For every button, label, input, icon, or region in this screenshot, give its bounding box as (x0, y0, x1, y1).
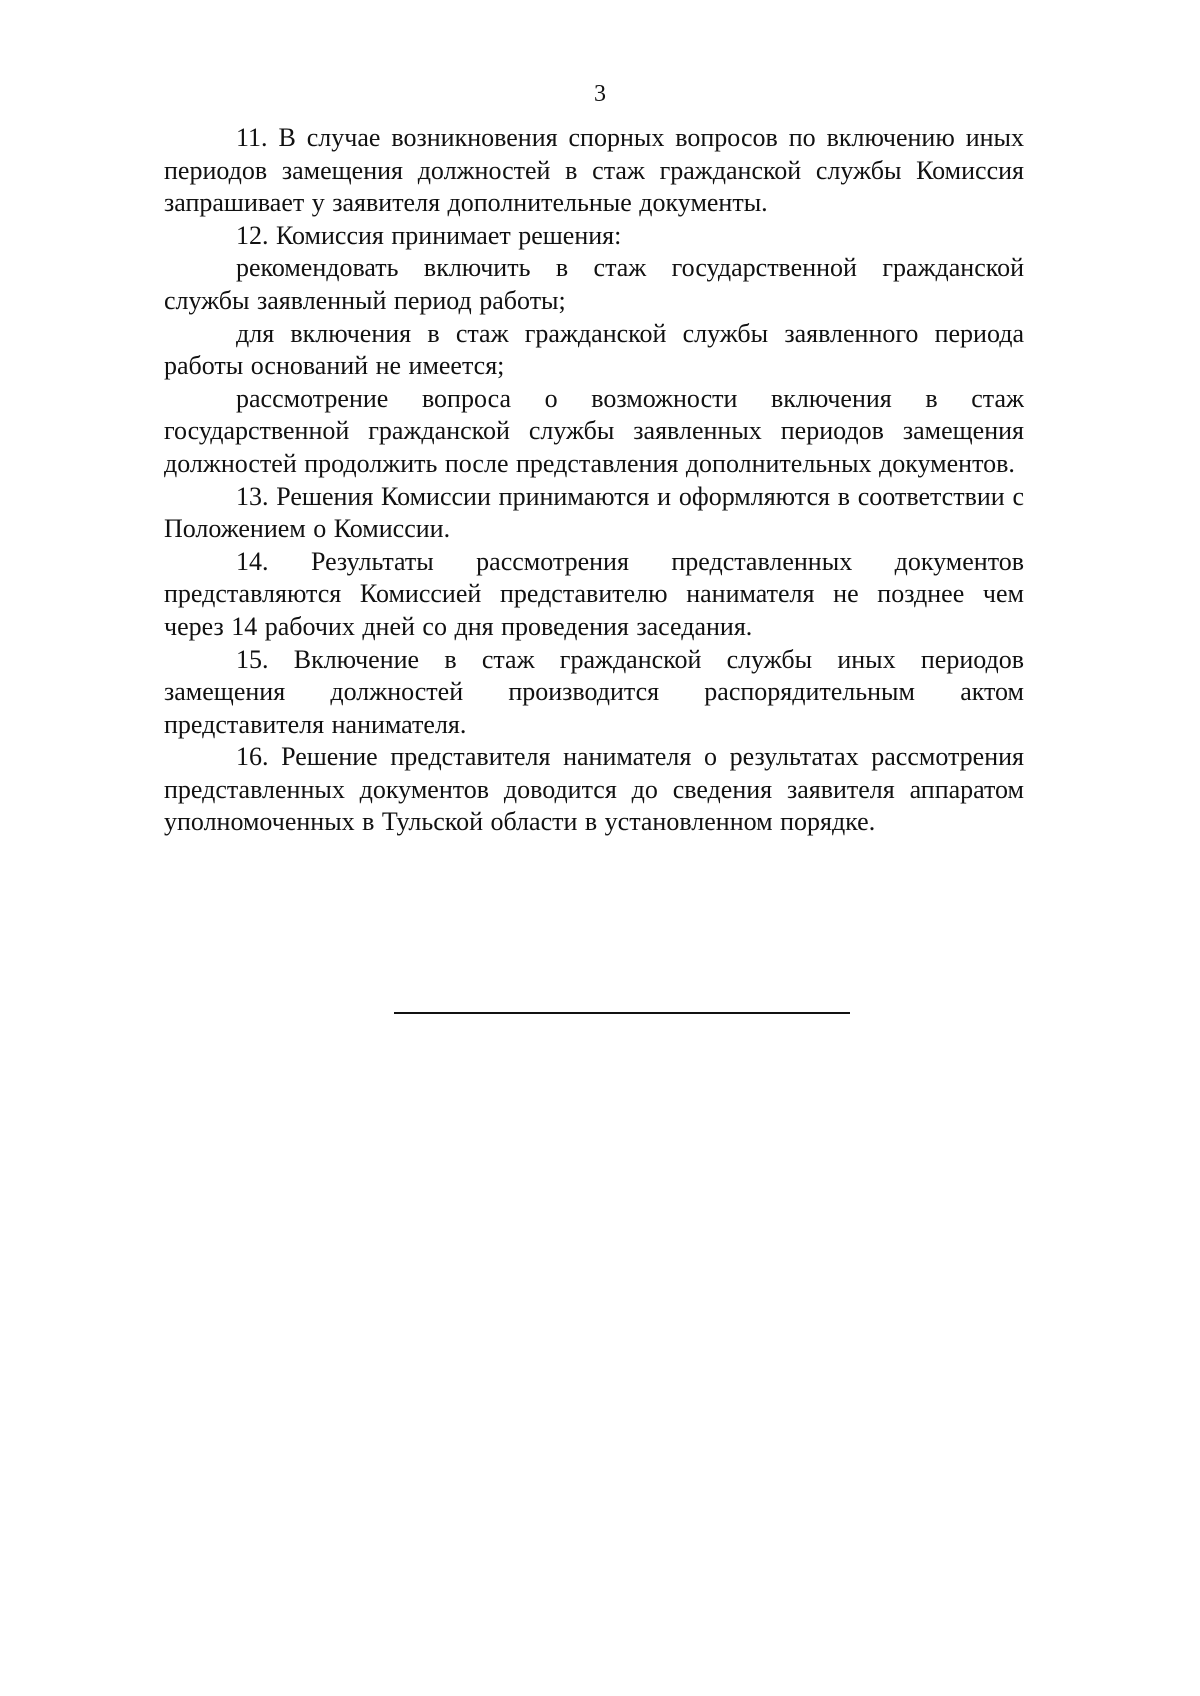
document-body (164, 122, 1024, 839)
page-number: 3 (594, 81, 606, 107)
paragraph-12-option-3: рассмотрение вопроса о возможности включения в стаж государственной гражданской службы заявленных периодов замещения должностей продолжить после представления дополнительных документов. (164, 383, 1024, 478)
paragraph-16: 16. Решение представителя нанимателя о результатах рассмотрения представленных документов доводится до сведения заявителя аппаратом уполномоченных в Тульской области в установленном порядке. (164, 742, 1024, 837)
paragraph-13: 13. Решения Комиссии принимаются и оформляются в соответствии с Положением о Комиссии. (164, 481, 1024, 544)
paragraph-11: 11. В случае возникновения спорных вопросов по включению иных периодов замещения должностей в стаж гражданской службы Комиссия запрашивает у заявителя дополнительные документы. (164, 123, 1024, 218)
paragraph-12-option-2: для включения в стаж гражданской службы заявленного периода работы оснований не имеется; (164, 318, 1024, 381)
end-separator-line (394, 1012, 850, 1014)
paragraph-12-option-1: рекомендовать включить в стаж государственной гражданской службы заявленный период работы; (164, 253, 1024, 315)
paragraph-15: 15. Включение в стаж гражданской службы иных периодов замещения должностей производится распорядительным актом представителя нанимателя. (164, 644, 1024, 739)
paragraph-12: 12. Комиссия принимает решения: (236, 220, 622, 250)
paragraph-14: 14. Результаты рассмотрения представленных документов представляются Комиссией представителю нанимателя не позднее чем через 14 рабочих дней со дня проведения заседания. (164, 546, 1024, 641)
